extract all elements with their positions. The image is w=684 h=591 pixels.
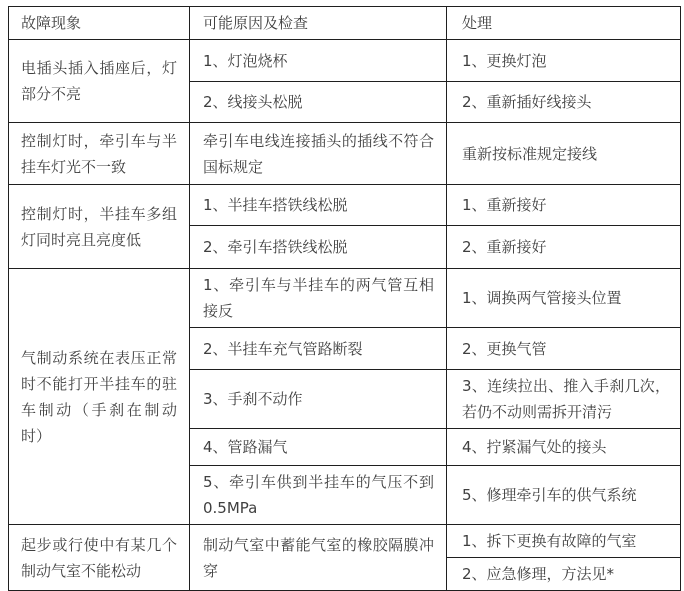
cause-cell: 1、牵引车与半挂车的两气管互相接反 <box>190 269 447 328</box>
remedy-cell: 1、重新接好 <box>447 185 681 226</box>
fault-diagnosis-table <box>8 6 681 591</box>
cause-cell: 5、牵引车供到半挂车的气压不到0.5MPa <box>190 466 447 525</box>
table-row <box>9 185 681 226</box>
symptom-cell: 控制灯时，半挂车多组灯同时亮且亮度低 <box>9 185 190 269</box>
table-row <box>9 269 681 328</box>
header-row <box>9 7 681 40</box>
remedy-cell: 重新按标准规定接线 <box>447 123 681 185</box>
cause-cell: 3、手刹不动作 <box>190 370 447 429</box>
remedy-cell: 1、拆下更换有故障的气室 <box>447 525 681 558</box>
remedy-cell: 3、连续拉出、推入手刹几次，若仍不动则需拆开清污 <box>447 370 681 429</box>
remedy-cell: 2、更换气管 <box>447 328 681 370</box>
cause-cell: 牵引车电线连接插头的插线不符合国标规定 <box>190 123 447 185</box>
cause-cell: 1、半挂车搭铁线松脱 <box>190 185 447 226</box>
cause-cell: 制动气室中蓄能气室的橡胶隔膜冲穿 <box>190 525 447 591</box>
symptom-cell: 起步或行使中有某几个制动气室不能松动 <box>9 525 190 591</box>
remedy-cell: 1、调换两气管接头位置 <box>447 269 681 328</box>
remedy-cell: 5、修理牵引车的供气系统 <box>447 466 681 525</box>
table-row <box>9 40 681 82</box>
remedy-cell: 1、更换灯泡 <box>447 40 681 82</box>
cause-cell: 2、牵引车搭铁线松脱 <box>190 226 447 269</box>
remedy-cell: 2、重新插好线接头 <box>447 82 681 123</box>
cause-cell: 2、线接头松脱 <box>190 82 447 123</box>
symptom-cell: 气制动系统在表压正常时不能打开半挂车的驻车制动（手刹在制动时） <box>9 269 190 525</box>
column-header-cause: 可能原因及检查 <box>190 7 447 40</box>
cause-cell: 2、半挂车充气管路断裂 <box>190 328 447 370</box>
column-header-remedy: 处理 <box>447 7 681 40</box>
cause-cell: 1、灯泡烧杯 <box>190 40 447 82</box>
column-header-symptom: 故障现象 <box>9 7 190 40</box>
cause-cell: 4、管路漏气 <box>190 429 447 466</box>
remedy-cell: 4、拧紧漏气处的接头 <box>447 429 681 466</box>
symptom-cell: 控制灯时，牵引车与半挂车灯光不一致 <box>9 123 190 185</box>
table-row <box>9 123 681 185</box>
symptom-cell: 电插头插入插座后，灯部分不亮 <box>9 40 190 123</box>
table-row <box>9 525 681 558</box>
remedy-cell: 2、应急修理，方法见* <box>447 558 681 591</box>
remedy-cell: 2、重新接好 <box>447 226 681 269</box>
